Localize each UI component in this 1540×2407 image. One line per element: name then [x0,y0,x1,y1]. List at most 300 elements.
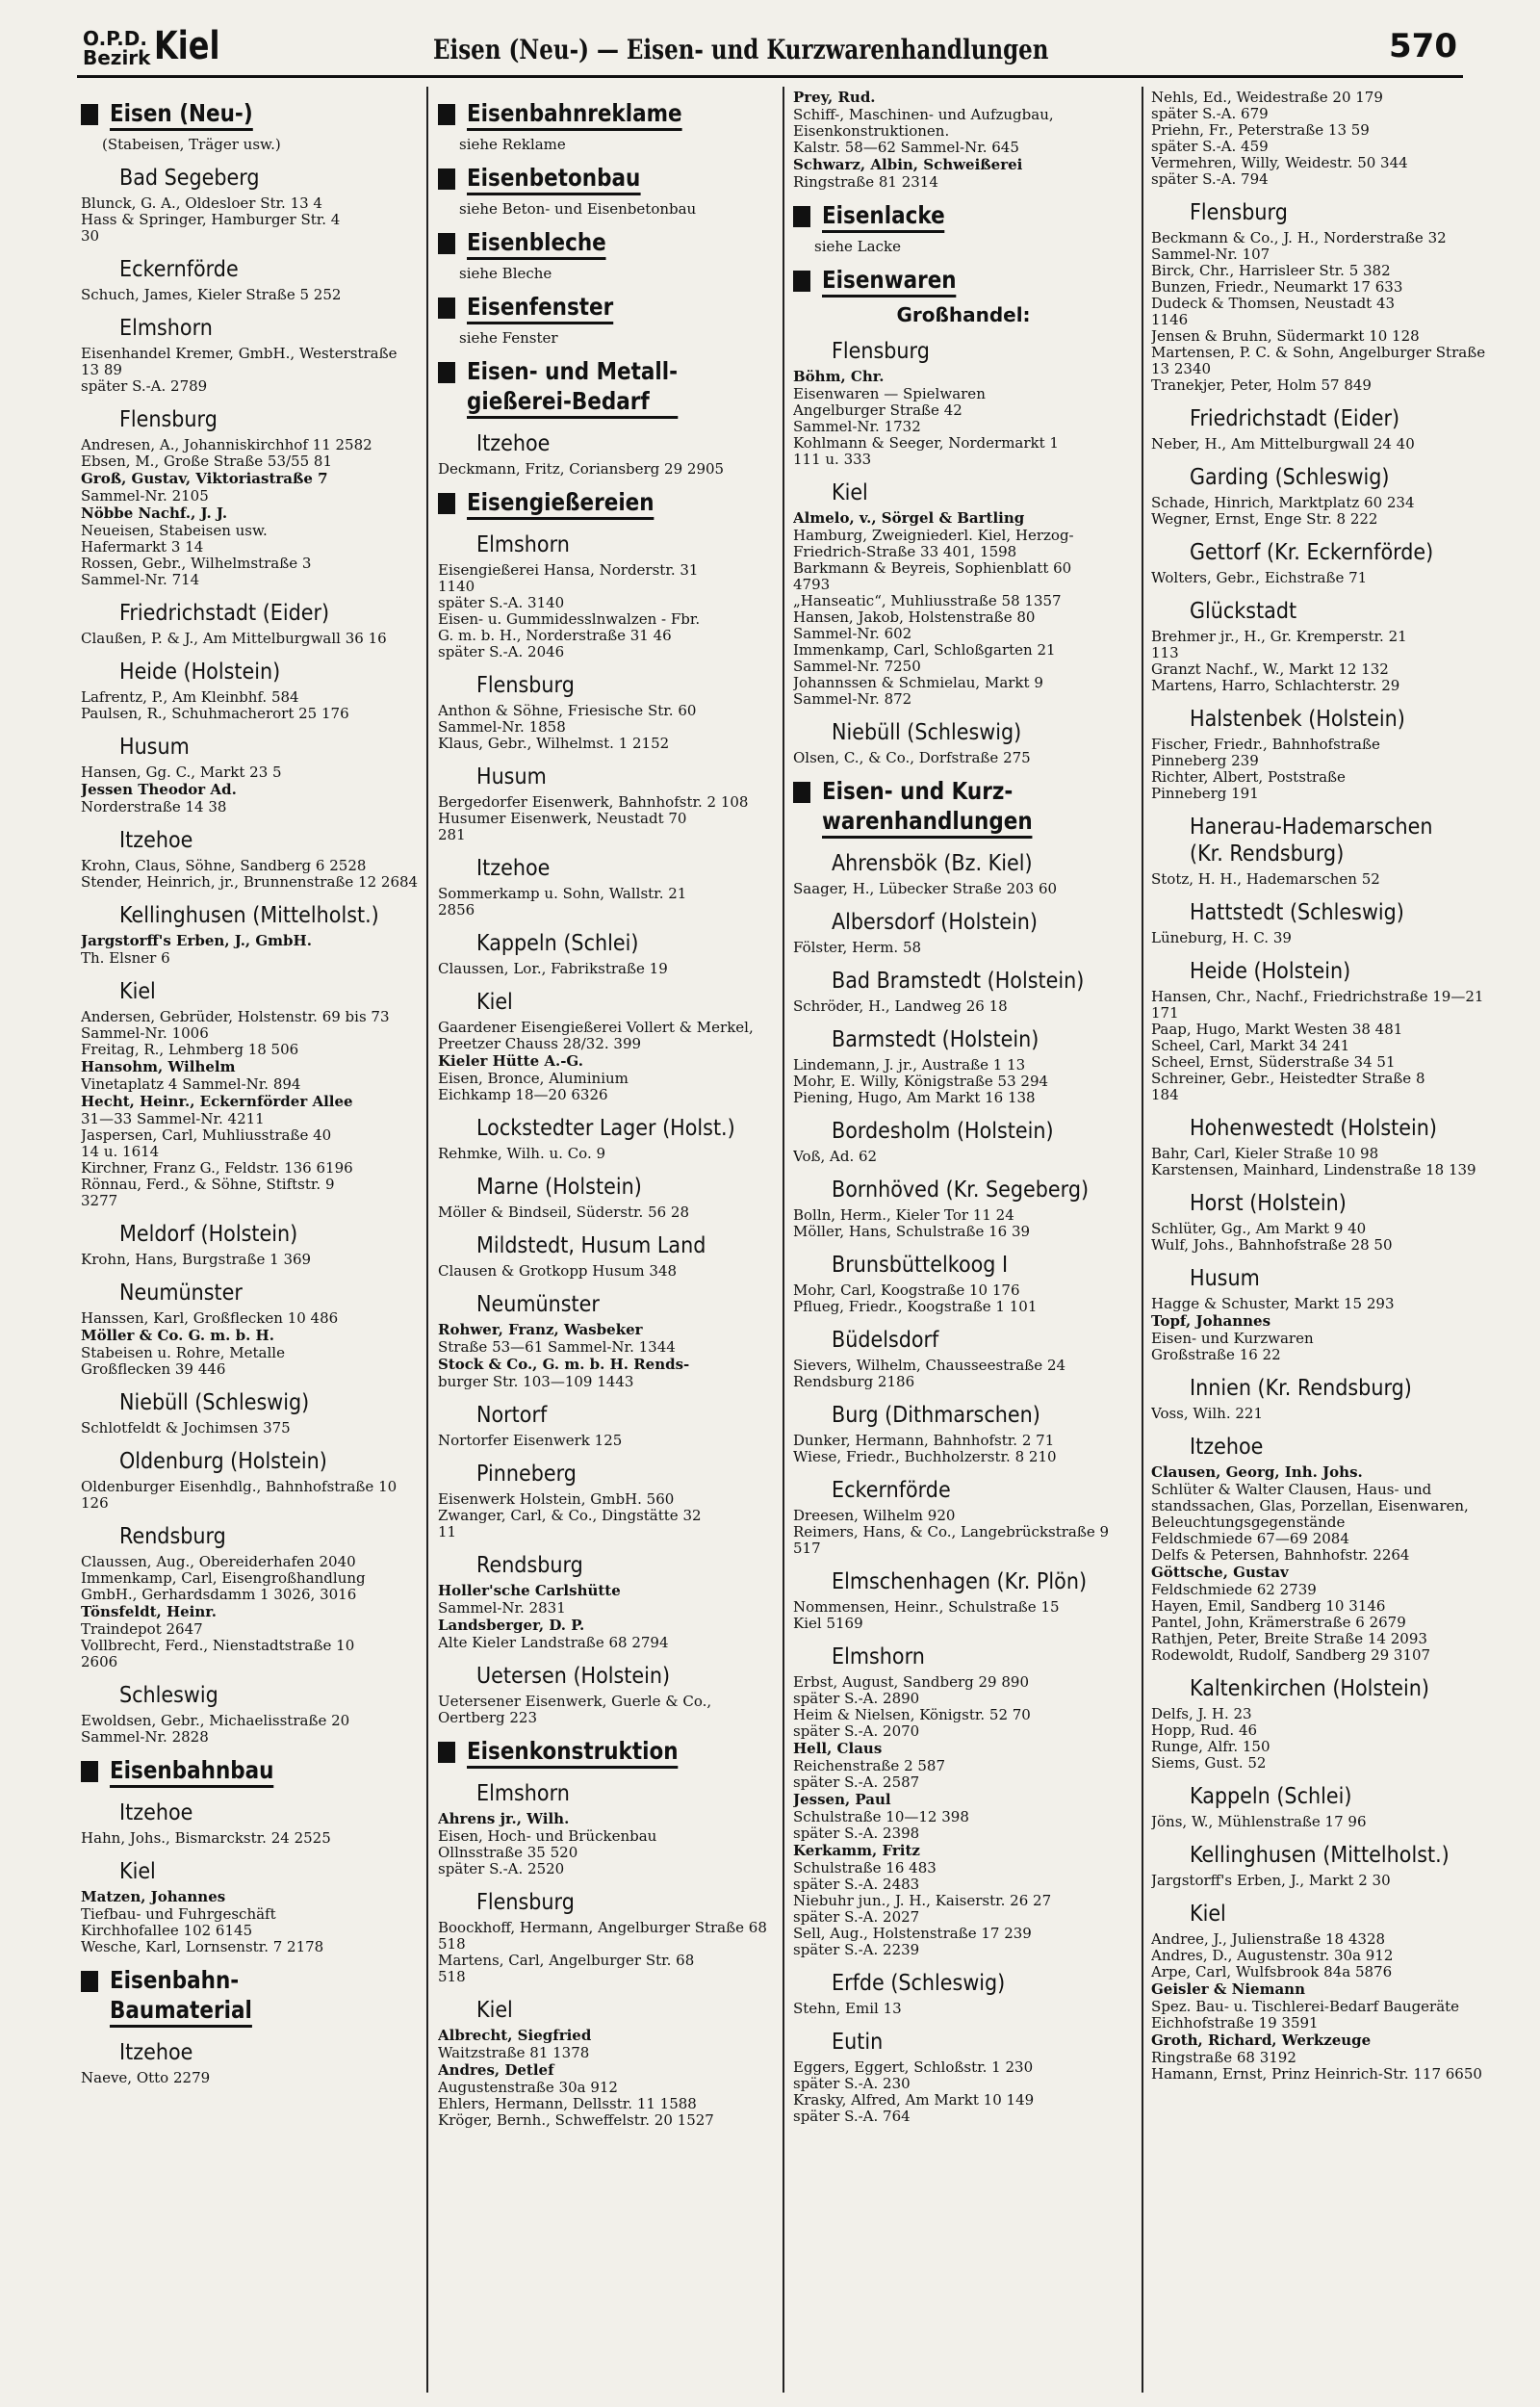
listing-text: Voß, Ad. 62 [793,1148,878,1165]
listing-text: Schwarz, Albin, Schweißerei [793,156,1023,173]
listing-entry [81,689,420,722]
town-heading: Uetersen (Holstein) [476,1664,671,1689]
listing-entry [793,1809,1134,1842]
listing-text: Holler'sche Carlshütte [438,1582,621,1599]
listing-text: Matzen, Johannes [81,1888,226,1905]
listing-text: Claussen, Aug., Obereiderhafen 2040 Immenkamp, Carl, Eisengroßhandlung GmbH., Gerhardsdamm 1 3026, 3016 [81,1553,366,1603]
category-note: siehe Fenster [459,329,558,347]
listing-text: Sievers, Wilhelm, Chausseestraße 24 Rendsburg 2186 [793,1357,1066,1390]
listing-text: Andres, Detlef [438,2061,554,2079]
listing-entry [81,437,420,470]
town-heading: Glückstadt [1190,599,1297,624]
category-heading [793,776,1134,839]
town-heading: Gettorf (Kr. Eckernförde) [1190,540,1434,565]
category-heading [438,227,777,260]
category-bullet-icon [81,1971,98,1992]
listing-entry [438,886,777,919]
listing-text: Lindemann, J. jr., Austraße 1 13 Mohr, E. Willy, Königstraße 53 294 Piening, Hugo, Am Markt 16 138 [793,1056,1049,1106]
listing-text: Kerkamm, Fritz [793,1842,920,1859]
listing-entry [438,2080,777,2129]
town-heading: Kiel [119,979,156,1004]
listing-text: Bolln, Herm., Kieler Tor 11 24 Möller, Hans, Schulstraße 16 39 [793,1206,1031,1240]
listing-entry [1151,1406,1492,1422]
listing-text: Reichenstraße 2 587 später S.-A. 2587 [793,1757,946,1791]
listing-entry [81,1830,420,1847]
category-bullet-icon [81,104,98,125]
listing-entry [1151,1981,1492,1998]
subheading: Großhandel: [896,303,1031,326]
listing-entry [438,2028,777,2044]
listing-entry [438,1635,777,1651]
listing-text: Hahn, Johs., Bismarckstr. 24 2525 [81,1829,331,1847]
listing-entry [793,1599,1134,1632]
category-note: siehe Beton- und Eisenbetonbau [459,200,697,218]
listing-text: Stabeisen u. Rohre, Metalle Großflecken 39 446 [81,1344,285,1378]
listing-text: Vinetaplatz 4 Sammel-Nr. 894 [81,1075,301,1093]
listing-text: Jargstorff's Erben, J., GmbH. [81,932,312,949]
town-heading: Eckernförde [832,1478,951,1503]
category-name: Eisenbahnbau [110,1755,273,1788]
listing-text: Andersen, Gebrüder, Holstenstr. 69 bis 73 Sammel-Nr. 1006 Freitag, R., Lehmberg 18 506 [81,1008,390,1058]
listing-entry [793,528,1134,708]
category-bullet-icon [438,1742,455,1763]
category-name: Eisenlacke [822,200,945,233]
listing-text: Hecht, Heinr., Eckernförder Allee [81,1093,353,1110]
listing-text: Wolters, Gebr., Eichstraße 71 [1151,569,1368,586]
listing-entry [1151,230,1492,394]
town-heading: Niebüll (Schleswig) [119,1390,310,1415]
listing-entry [81,933,420,949]
listing-entry [81,1310,420,1327]
town-heading: Hanerau-Hademarschen (Kr. Rendsburg) [1190,815,1433,867]
category-note: siehe Bleche [459,265,552,282]
town-heading: Rendsburg [476,1553,583,1578]
listing-text: Landsberger, D. P. [438,1617,585,1634]
listing-entry [793,998,1134,1015]
town-heading: Oldenburg (Holstein) [119,1449,327,1474]
listing-entry [1151,2032,1492,2049]
town-heading: Kellinghusen (Mittelholst.) [119,903,379,928]
town-heading: Itzehoe [1190,1435,1264,1460]
listing-entry [1151,1146,1492,1178]
town-heading: Kellinghusen (Mittelholst.) [1190,1843,1450,1868]
listing-entry [1151,1873,1492,1889]
listing-text: Erbst, August, Sandberg 29 890 später S.-A. 2890 Heim & Nielsen, Königstr. 52 70 später S.-A. 2070 [793,1673,1031,1740]
listing-entry [438,1694,777,1726]
listing-text: Jargstorff's Erben, J., Markt 2 30 [1151,1872,1391,1889]
column-2 [438,89,777,2390]
listing-entry [81,1076,420,1093]
listing-text: Ewoldsen, Gebr., Michaelisstraße 20 Sammel-Nr. 2828 [81,1712,350,1746]
page-header [77,25,1463,78]
town-heading: Friedrichstadt (Eider) [1190,406,1400,431]
category-name: Eisenbetonbau [467,163,640,195]
listing-text: Möller & Co. G. m. b. H. [81,1327,274,1344]
listing-text: Schröder, H., Landweg 26 18 [793,997,1008,1015]
listing-entry [81,1009,420,1058]
listing-entry [438,1433,777,1449]
listing-text: Jessen Theodor Ad. [81,781,237,798]
listing-entry [1151,570,1492,586]
category-bullet-icon [793,271,810,292]
listing-entry [793,510,1134,527]
listing-entry [438,1618,777,1634]
listing-text: Kieler Hütte A.-G. [438,1052,583,1070]
listing-entry [81,1345,420,1378]
listing-entry [81,782,420,798]
town-heading: Bad Segeberg [119,166,260,191]
town-heading: Innien (Kr. Rendsburg) [1190,1376,1412,1401]
town-heading: Kiel [476,1998,513,2023]
page-number: 570 [1389,27,1457,65]
category-bullet-icon [81,1761,98,1782]
listing-text: Waitzstraße 81 1378 [438,2044,590,2061]
listing-entry [1151,1464,1492,1481]
listing-entry [438,703,777,752]
town-heading: Barmstedt (Holstein) [832,1027,1040,1052]
listing-entry [81,1328,420,1344]
town-heading: Itzehoe [119,828,193,853]
town-heading: Kappeln (Schlei) [1190,1784,1352,1809]
listing-text: Olsen, C., & Co., Dorfstraße 275 [793,749,1031,766]
listing-entry [1151,1482,1492,1564]
listing-entry [438,1146,777,1162]
listing-text: Bahr, Carl, Kieler Straße 10 98 Karstensen, Mainhard, Lindenstraße 18 139 [1151,1145,1476,1178]
town-heading: Pinneberg [476,1462,577,1487]
listing-text: Andresen, A., Johanniskirchhof 11 2582 Ebsen, M., Große Straße 53/55 81 [81,436,372,470]
town-heading: Bornhöved (Kr. Segeberg) [832,1178,1090,1203]
listing-text: Th. Elsner 6 [81,949,170,967]
listing-entry [1151,1331,1492,1363]
listing-entry [81,523,420,588]
listing-text: Dunker, Hermann, Bahnhofstr. 2 71 Wiese, Friedr., Buchholzerstr. 8 210 [793,1432,1057,1465]
listing-text: Jessen, Paul [793,1791,891,1808]
listing-text: Traindepot 2647 Vollbrecht, Ferd., Nienstadtstraße 10 2606 [81,1620,355,1670]
town-heading: Husum [1190,1266,1260,1291]
category-heading [81,98,420,131]
listing-entry [81,1420,420,1436]
town-heading: Heide (Holstein) [1190,959,1351,984]
listing-entry [793,369,1134,385]
listing-text: Eisenwaren — Spielwaren Angelburger Straße 42 Sammel-Nr. 1732 Kohlmann & Seeger, Nordermarkt 1 111 u. 333 [793,385,1059,468]
listing-text: Oldenburger Eisenhdlg., Bahnhofstraße 10 126 [81,1478,398,1512]
listing-text: burger Str. 103—109 1443 [438,1373,634,1390]
column-divider [783,87,784,2393]
listing-text: Hansen, Gg. C., Markt 23 5 [81,764,282,781]
listing-entry [793,2059,1134,2125]
town-heading: Schleswig [119,1683,218,1708]
category-name: Eisenkonstruktion [467,1736,679,1769]
listing-entry [81,287,420,303]
listing-text: Almelo, v., Sörgel & Bartling [793,509,1025,527]
listing-entry [1151,1565,1492,1581]
listing-text: Schulstraße 10—12 398 später S.-A. 2398 [793,1808,969,1842]
listing-entry [438,794,777,843]
category-note: siehe Reklame [459,136,566,153]
category-name: Eisen (Neu-) [110,98,253,131]
listing-text: Lafrentz, P., Am Kleinbhf. 584 Paulsen, R., Schuhmacherort 25 176 [81,688,349,722]
listing-entry [81,1604,420,1620]
listing-entry [438,1374,777,1390]
listing-entry [1151,90,1492,188]
listing-entry [438,562,777,660]
listing-text: Claussen, Lor., Fabrikstraße 19 [438,960,668,977]
listing-text: Blunck, G. A., Oldesloer Str. 13 4 Hass & Springer, Hamburger Str. 4 30 [81,194,341,245]
listing-text: Fischer, Friedr., Bahnhofstraße Pinneberg 239 Richter, Albert, Poststraße Pinneberg 191 [1151,736,1380,802]
listing-text: Göttsche, Gustav [1151,1564,1289,1581]
town-heading: Flensburg [119,407,218,432]
listing-entry [1151,737,1492,802]
town-heading: Eutin [832,2030,884,2055]
listing-text: Beckmann & Co., J. H., Norderstraße 32 Sammel-Nr. 107 Birck, Chr., Harrisleer Str. 5 382 Bunzen, Friedr., Neumarkt 17 633 Dudeck & Thomsen, Neustadt 43 1146 Jensen & Bruhn, Südermarkt 10 128 Martensen, P. C. & Sohn, Angelburger Straße 13 2340 Tranekjer, Peter, Holm 57 849 [1151,229,1486,394]
town-heading: Mildstedt, Husum Land [476,1233,706,1258]
listing-text: Straße 53—61 Sammel-Nr. 1344 [438,1338,676,1356]
category-bullet-icon [438,362,455,383]
listing-entry [81,858,420,891]
listing-entry [793,1860,1134,1958]
listing-entry [81,1621,420,1670]
listing-text: Möller & Bindseil, Süderstr. 56 28 [438,1204,690,1221]
town-heading: Itzehoe [476,856,551,881]
town-heading: Nortorf [476,1403,548,1428]
listing-text: Eggers, Eggert, Schloßstr. 1 230 später S.-A. 230 Krasky, Alfred, Am Markt 10 149 später S.-A. 764 [793,2058,1035,2125]
listing-text: Clausen, Georg, Inh. Johs. [1151,1463,1363,1481]
listing-text: Hanssen, Karl, Großflecken 10 486 [81,1309,339,1327]
listing-entry [438,1920,777,1985]
listing-text: Nehls, Ed., Weidestraße 20 179 später S.-A. 679 Priehn, Fr., Peterstraße 13 59 später S.-A. 459 Vermehren, Willy, Weidestr. 50 344 später S.-A. 794 [1151,89,1408,188]
listing-entry [81,631,420,647]
category-bullet-icon [793,206,810,227]
listing-text: Delfs, J. H. 23 Hopp, Rud. 46 Runge, Alfr. 150 Siems, Gust. 52 [1151,1705,1270,1772]
listing-entry [1151,1999,1492,2032]
listing-text: Böhm, Chr. [793,368,885,385]
listing-entry [793,1843,1134,1859]
category-heading [438,356,777,419]
town-heading: Flensburg [832,339,930,364]
town-heading: Erfde (Schleswig) [832,1971,1006,1996]
listing-entry [1151,436,1492,453]
listing-entry [793,90,1134,106]
listing-text: Hansen, Chr., Nachf., Friedrichstraße 19—21 171 Paap, Hugo, Markt Westen 38 481 Scheel, Carl, Markt 34 241 Scheel, Ernst, Süderstraße 34 51 Schreiner, Gebr., Heistedter Straße 8 184 [1151,988,1484,1103]
category-note: siehe Lacke [814,238,901,255]
listing-text: Alte Kieler Landstraße 68 2794 [438,1634,669,1651]
category-heading [438,98,777,131]
town-heading: Kiel [1190,1902,1226,1927]
listing-entry [793,2001,1134,2017]
listing-text: Eisenwerk Holstein, GmbH. 560 Zwanger, Carl, & Co., Dingstätte 32 11 [438,1490,702,1540]
listing-entry [1151,495,1492,528]
listing-text: Spez. Bau- u. Tischlerei-Bedarf Baugeräte Eichhofstraße 19 3591 [1151,1998,1460,2032]
district-name: Kiel [154,24,220,68]
town-heading: Hohenwestedt (Holstein) [1190,1116,1437,1141]
listing-entry [793,174,1134,191]
listing-entry [793,1149,1134,1165]
listing-entry [81,1094,420,1110]
listing-text: Sammel-Nr. 2831 [438,1599,566,1617]
listing-text: Geisler & Niemann [1151,1980,1305,1998]
listing-entry [1151,1221,1492,1254]
listing-text: Eisenhandel Kremer, GmbH., Westerstraße 13 89 später S.-A. 2789 [81,345,398,395]
category-name: Eisen- und Metall- gießerei-Bedarf [467,356,678,419]
listing-text: Dreesen, Wilhelm 920 Reimers, Hans, & Co., Langebrückstraße 9 517 [793,1507,1110,1557]
town-heading: Halstenbek (Holstein) [1190,707,1405,732]
listing-entry [81,505,420,522]
listing-text: Voss, Wilh. 221 [1151,1405,1263,1422]
column-divider [426,87,428,2393]
category-bullet-icon [438,298,455,319]
listing-text: Andree, J., Julienstraße 18 4328 Andres, D., Augustenstr. 30a 912 Arpe, Carl, Wulfsbrook 84a 5876 [1151,1930,1394,1980]
listing-text: Mohr, Carl, Koogstraße 10 176 Pflueg, Friedr., Koogstraße 1 101 [793,1281,1038,1315]
listing-entry [793,386,1134,468]
town-heading: Kiel [832,480,868,505]
listing-text: Claußen, P. & J., Am Mittelburgwall 36 16 [81,630,387,647]
town-heading: Burg (Dithmarschen) [832,1403,1040,1428]
listing-entry [81,764,420,781]
listing-entry [793,1674,1134,1740]
town-heading: Hattstedt (Schleswig) [1190,900,1404,925]
town-heading: Husum [476,764,547,789]
category-name: Eisenbahnreklame [467,98,682,131]
listing-text: Ahrens jr., Wilh. [438,1810,570,1827]
listing-text: Deckmann, Fritz, Coriansberg 29 2905 [438,460,725,478]
category-bullet-icon [438,493,455,514]
listing-entry [438,1357,777,1373]
listing-entry [1151,1931,1492,1980]
town-heading: Eckernförde [119,257,239,282]
town-heading: Kaltenkirchen (Holstein) [1190,1676,1429,1701]
listing-text: Uetersener Eisenwerk, Guerle & Co., Oertberg 223 [438,1693,712,1726]
listing-entry [793,1741,1134,1757]
listing-entry [1151,629,1492,694]
listing-entry [1151,2050,1492,2083]
listing-entry [438,2045,777,2061]
listing-text: Eisen, Bronce, Aluminium Eichkamp 18—20 6326 [438,1070,629,1103]
category-heading [81,1965,420,2028]
town-heading: Kappeln (Schlei) [476,931,639,956]
listing-entry [438,1600,777,1617]
listing-text: Feldschmiede 62 2739 Hayen, Emil, Sandberg 10 3146 Pantel, John, Krämerstraße 6 2679 Rathjen, Peter, Breite Straße 14 2093 Rodewoldt, Rudolf, Sandberg 29 3107 [1151,1581,1431,1664]
listing-text: Ringstraße 81 2314 [793,173,938,191]
town-heading: Neumünster [476,1292,600,1317]
listing-text: Stotz, H. H., Hademarschen 52 [1151,870,1380,888]
listing-entry [81,1252,420,1268]
town-heading: Heide (Holstein) [119,660,281,685]
town-heading: Kiel [476,990,513,1015]
town-heading: Marne (Holstein) [476,1175,642,1200]
listing-text: Stock & Co., G. m. b. H. Rends- [438,1356,690,1373]
town-heading: Kiel [119,1859,156,1884]
listing-entry [81,950,420,967]
town-heading: Elmschenhagen (Kr. Plön) [832,1569,1088,1594]
town-heading: Garding (Schleswig) [1190,465,1390,490]
town-heading: Lockstedter Lager (Holst.) [476,1116,735,1141]
town-heading: Flensburg [476,673,575,698]
listing-entry [1151,1296,1492,1312]
listing-text: Nommensen, Heinr., Schulstraße 15 Kiel 5169 [793,1598,1060,1632]
town-heading: Horst (Holstein) [1190,1191,1347,1216]
town-heading: Büdelsdorf [832,1328,939,1353]
listing-text: Nöbbe Nachf., J. J. [81,505,228,522]
listing-text: Rehmke, Wilh. u. Co. 9 [438,1145,606,1162]
listing-entry [81,488,420,505]
category-name: Eisenbahn- Baumaterial [110,1965,252,2028]
category-note: (Stabeisen, Träger usw.) [102,136,281,153]
town-heading: Elmshorn [476,1781,570,1806]
listing-entry [438,1053,777,1070]
listing-text: Tiefbau- und Fuhrgeschäft Kirchhofallee 102 6145 Wesche, Karl, Lornsenstr. 7 2178 [81,1905,324,1955]
listing-text: Fölster, Herm. 58 [793,939,922,956]
listing-text: Bergedorfer Eisenwerk, Bahnhofstr. 2 108 Husumer Eisenwerk, Neustadt 70 281 [438,793,749,843]
listing-entry [793,881,1134,897]
town-heading: Ahrensbök (Bz. Kiel) [832,851,1033,876]
town-heading: Itzehoe [476,431,551,456]
listing-entry [438,1263,777,1280]
town-heading: Rendsburg [119,1524,226,1549]
listing-text: Sommerkamp u. Sohn, Wallstr. 21 2856 [438,885,687,919]
town-heading: Niebüll (Schleswig) [832,720,1022,745]
listing-entry [793,157,1134,173]
category-name: Eisenfenster [467,292,613,324]
listing-text: Jöns, W., Mühlenstraße 17 96 [1151,1813,1367,1830]
listing-text: Nortorfer Eisenwerk 125 [438,1432,623,1449]
listing-text: Neueisen, Stabeisen usw. Hafermarkt 3 14 Rossen, Gebr., Wilhelmstraße 3 Sammel-Nr. 714 [81,522,312,588]
listing-entry [438,1583,777,1599]
listing-text: Rohwer, Franz, Wasbeker [438,1321,643,1338]
listing-entry [438,1491,777,1540]
listing-text: Schlüter, Gg., Am Markt 9 40 Wulf, Johs., Bahnhofstraße 28 50 [1151,1220,1393,1254]
listing-text: Prey, Rud. [793,89,876,106]
listing-text: Schade, Hinrich, Marktplatz 60 234 Wegner, Ernst, Enge Str. 8 222 [1151,494,1415,528]
listing-entry [438,1071,777,1103]
listing-text: Naeve, Otto 2279 [81,2069,211,2086]
page-title: Eisen (Neu-) — Eisen- und Kurzwarenhandlungen [433,34,1049,65]
category-heading [793,265,1134,298]
listing-text: Hell, Claus [793,1740,883,1757]
listing-entry [81,471,420,487]
listing-text: Anthon & Söhne, Friesische Str. 60 Sammel-Nr. 1858 Klaus, Gebr., Wilhelmst. 1 2152 [438,702,697,752]
town-heading: Flensburg [476,1890,575,1915]
listing-text: Eisen, Hoch- und Brückenbau Ollnsstraße 35 520 später S.-A. 2520 [438,1827,657,1877]
listing-entry [81,2070,420,2086]
listing-text: Groß, Gustav, Viktoriastraße 7 [81,470,328,487]
listing-text: Saager, H., Lübecker Straße 203 60 [793,880,1058,897]
listing-text: Boockhoff, Hermann, Angelburger Straße 68 518 Martens, Carl, Angelburger Str. 68 518 [438,1919,767,1985]
listing-text: Groth, Richard, Werkzeuge [1151,2032,1372,2049]
category-heading [438,292,777,324]
category-bullet-icon [438,104,455,125]
category-bullet-icon [438,233,455,254]
listing-text: Tönsfeldt, Heinr. [81,1603,218,1620]
listing-entry [438,1828,777,1877]
listing-entry [793,1057,1134,1106]
listing-entry [438,2062,777,2079]
listing-entry [1151,871,1492,888]
town-heading: Elmshorn [119,316,213,341]
category-name: Eisenwaren [822,265,957,298]
listing-entry [81,799,420,815]
listing-text: Gaardener Eisengießerei Vollert & Merkel, Preetzer Chauss 28/32. 399 [438,1019,754,1052]
listing-entry [793,1207,1134,1240]
listing-entry [81,195,420,245]
listing-entry [438,1322,777,1338]
listing-text: Schlotfeldt & Jochimsen 375 [81,1419,291,1436]
category-name: Eisenbleche [467,227,606,260]
town-heading: Brunsbüttelkoog I [832,1253,1009,1278]
listing-text: Schiff-, Maschinen- und Aufzugbau, Eisenkonstruktionen. Kalstr. 58—62 Sammel-Nr. 645 [793,106,1054,156]
listing-text: Neber, H., Am Mittelburgwall 24 40 [1151,435,1415,453]
listing-text: Sammel-Nr. 2105 [81,487,209,505]
listing-entry [1151,1706,1492,1772]
